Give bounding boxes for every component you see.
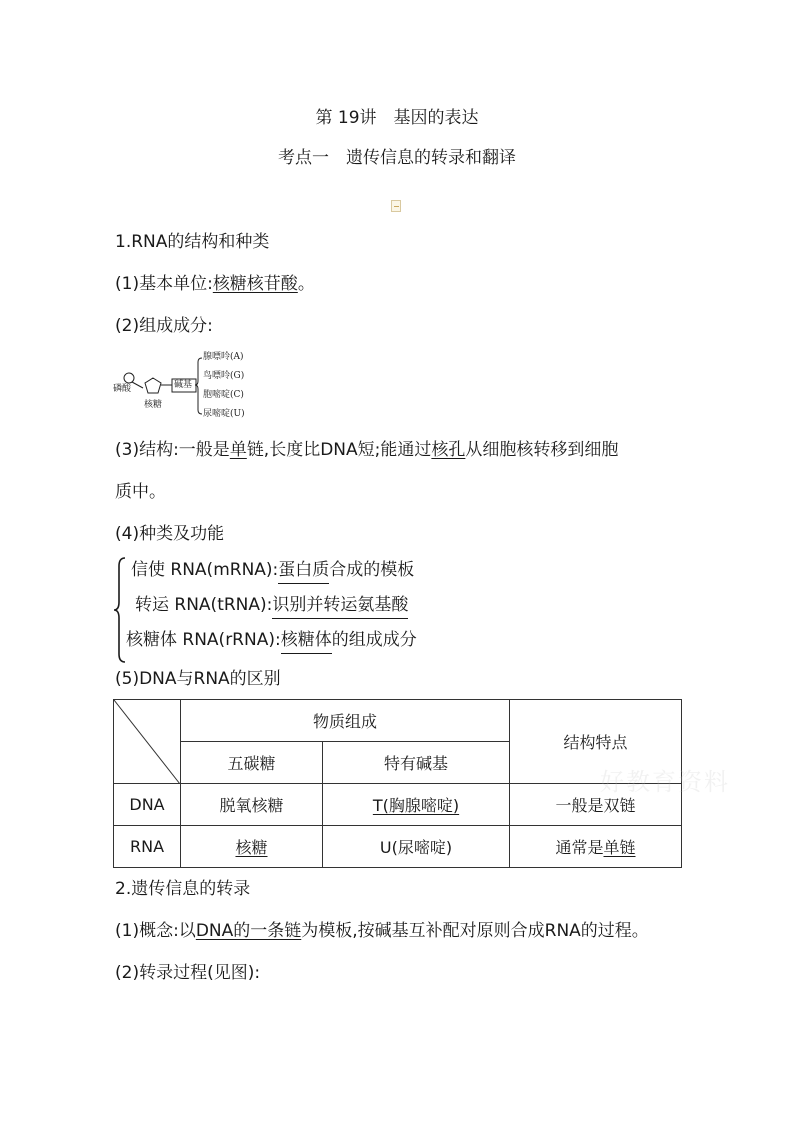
base-label: 碱基 bbox=[174, 380, 193, 390]
structure-answer-pore: 核孔 bbox=[431, 440, 466, 460]
header-substance: 物质组成 bbox=[181, 700, 510, 742]
row-rna-structure: 通常是 bbox=[555, 838, 604, 857]
row-dna-name: DNA bbox=[114, 784, 181, 826]
section-2-heading: 2.遗传信息的转录 bbox=[115, 879, 251, 899]
structure-answer-single: 单 bbox=[229, 440, 247, 460]
concept-answer: DNA的一条链 bbox=[195, 921, 302, 941]
diagonal-line bbox=[114, 700, 180, 784]
row-rna-sugar-answer: 核糖 bbox=[235, 838, 268, 857]
table-row bbox=[114, 826, 682, 868]
header-unique-base: 特有碱基 bbox=[323, 742, 510, 784]
structure-line: (3)结构:一般是单链,长度比DNA短;能通过核孔从细胞核转移到细胞 bbox=[115, 440, 619, 460]
row-dna-base-answer: T(胸腺嘧啶) bbox=[372, 796, 460, 815]
structure-line-cont: 质中。 bbox=[115, 482, 166, 502]
trna-row: 转运 RNA(tRNA):识别并转运氨基酸 bbox=[135, 593, 408, 619]
base-guanine: 鸟嘌呤(G) bbox=[203, 371, 245, 381]
header-structure: 结构特点 bbox=[510, 700, 682, 784]
concept-line: (1)概念:以DNA的一条链为模板,按碱基互补配对原则合成RNA的过程。 bbox=[115, 921, 649, 941]
topic-subtitle: 考点一 遗传信息的转录和翻译 bbox=[278, 148, 516, 168]
nucleotide-diagram bbox=[110, 348, 260, 424]
phosphate-label: 磷酸 bbox=[113, 384, 132, 394]
difference-line: (5)DNA与RNA的区别 bbox=[115, 669, 281, 689]
base-uracil: 尿嘧啶(U) bbox=[203, 409, 245, 419]
basic-unit-answer: 核糖核苷酸 bbox=[212, 274, 298, 294]
row-rna-name: RNA bbox=[114, 826, 181, 868]
mrna-row: 信使 RNA(mRNA):蛋白质合成的模板 bbox=[131, 558, 414, 584]
lecture-title: 第 19讲 基因的表达 bbox=[315, 108, 479, 128]
watermark: 好教育资料 bbox=[600, 768, 730, 796]
image-placeholder-icon bbox=[391, 200, 401, 212]
basic-unit-line: (1)基本单位:核糖核苷酸。 bbox=[115, 274, 315, 294]
row-dna-sugar: 脱氧核糖 bbox=[181, 784, 323, 826]
table-corner-cell bbox=[114, 700, 181, 784]
trna-function-answer: 识别并转运氨基酸 bbox=[272, 593, 408, 619]
process-line: (2)转录过程(见图): bbox=[115, 963, 261, 983]
row-rna-base: U(尿嘧啶) bbox=[323, 826, 510, 868]
composition-line: (2)组成成分: bbox=[115, 316, 213, 336]
rrna-function-answer: 核糖体 bbox=[281, 628, 332, 654]
rna-types-brace bbox=[113, 556, 473, 664]
rrna-row: 核糖体 RNA(rRNA):核糖体的组成成分 bbox=[126, 628, 417, 654]
row-dna-structure: 一般是双链 bbox=[555, 796, 636, 815]
mrna-function-answer: 蛋白质 bbox=[278, 558, 329, 584]
section-1-heading: 1.RNA的结构和种类 bbox=[115, 232, 270, 252]
ribose-label: 核糖 bbox=[144, 400, 163, 410]
row-rna-structure-answer: 单链 bbox=[603, 838, 636, 857]
base-adenine: 腺嘌呤(A) bbox=[203, 352, 244, 362]
base-cytosine: 胞嘧啶(C) bbox=[203, 390, 244, 400]
types-line: (4)种类及功能 bbox=[115, 524, 225, 544]
header-pentose: 五碳糖 bbox=[181, 742, 323, 784]
dna-rna-comparison-table bbox=[113, 699, 682, 868]
curly-brace-graphic bbox=[113, 556, 127, 664]
table-row bbox=[114, 784, 682, 826]
